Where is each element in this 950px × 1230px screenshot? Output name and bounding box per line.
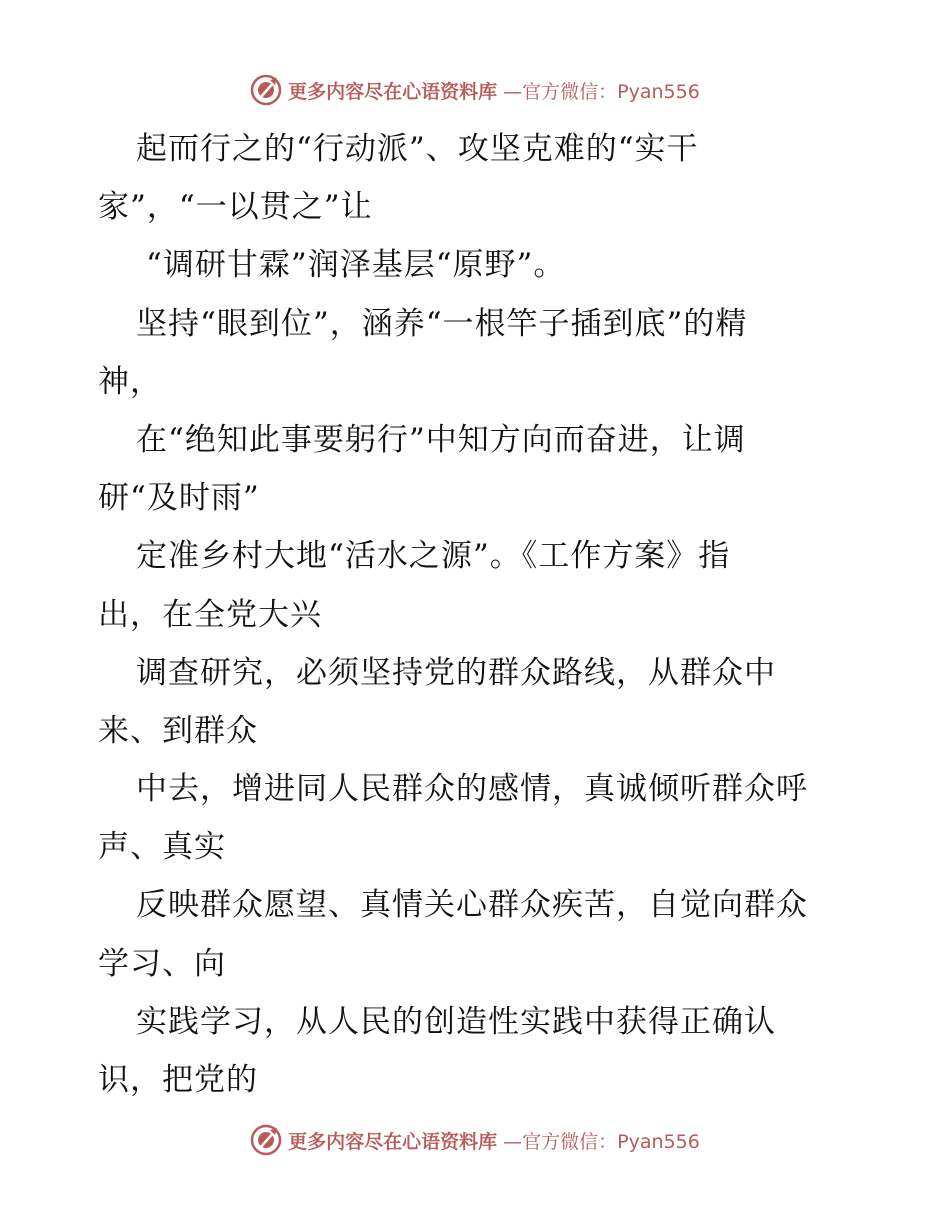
footer-wechat-text: —官方微信：Pyan556 [503,1130,700,1153]
body-line: 研“及时雨” [98,480,260,517]
body-line: 家”，“一以贯之”让 [98,189,373,226]
footer-banner [0,1120,950,1160]
body-line: 出，在全党大兴 [98,596,322,633]
body-line: 来、到群众 [98,712,258,749]
body-line: 神， [98,363,162,400]
body-line: 反映群众愿望、真情关心群众疾苦，自觉向群众 [136,887,808,924]
header-wechat-text: —官方微信：Pyan556 [503,80,700,103]
body-line: “调研甘霖”润泽基层“原野”。 [146,247,566,284]
footer-brand-text: 更多内容尽在心语资料库 [288,1130,498,1153]
body-line: 定准乡村大地“活水之源”。《工作方案》指 [136,538,731,575]
body-line: 坚持“眼到位”，涵养“一根竿子插到底”的精 [136,305,748,342]
body-line: 识，把党的 [98,1062,258,1098]
body-line: 起而行之的“行动派”、攻坚克难的“实干 [136,131,699,167]
body-line: 在“绝知此事要躬行”中知方向而奋进，让调 [136,421,746,458]
body-line: 实践学习，从人民的创造性实践中获得正确认 [136,1003,776,1040]
body-line: 声、真实 [98,829,226,866]
header-brand-text: 更多内容尽在心语资料库 [288,80,498,103]
body-line: 调查研究，必须坚持党的群众路线，从群众中 [136,654,776,691]
body-line: 学习、向 [98,945,226,982]
library-logo-icon [250,74,282,106]
document-body [98,120,868,1109]
body-line: 中去，增进同人民群众的感情，真诚倾听群众呼 [136,771,808,808]
header-banner [0,70,950,110]
library-logo-icon [250,1124,282,1156]
